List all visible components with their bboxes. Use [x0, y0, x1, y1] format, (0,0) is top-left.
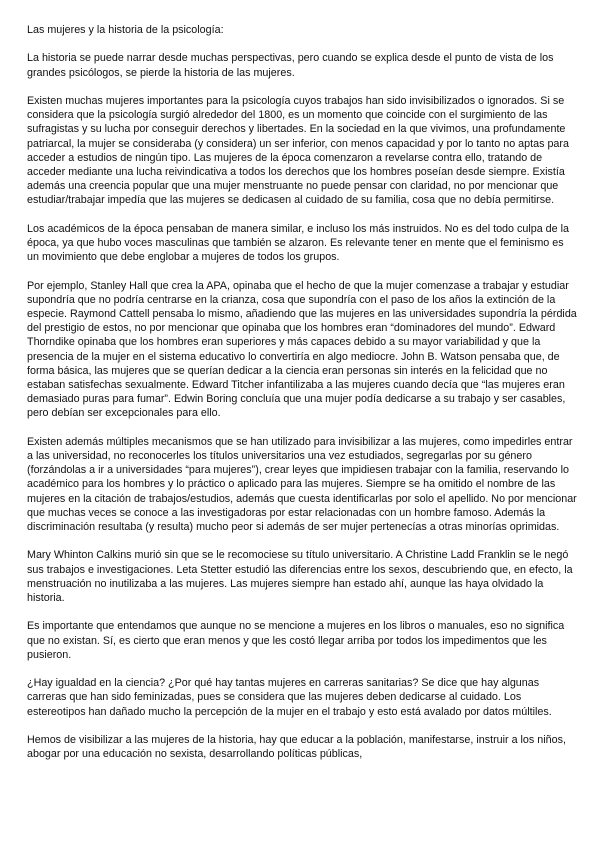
- paragraph-names: Mary Whinton Calkins murió sin que se le recomociese su título universitario. A Christine Ladd Franklin se le negó sus trabajos e investigaciones. Leta Stetter estudió las diferencias entre los sexos, descubriendo que, en efecto, la menstruación no inutilizaba a las mujeres. Las mujeres siempre han estado ahí, aunque las haya olvidado la historia.: [27, 549, 573, 605]
- paragraph-mechanisms: Existen además múltiples mecanismos que se han utilizado para invisibilizar a las mujeres, como impedirles entrar a las universidad, no reconocerles los títulos universitarios una vez estudiados, segregarlas por su género (forzándolas a ir a universidades “para mujeres”), crear leyes que impidiesen trabajar con la familia, reservando lo académico para los hombres y lo práctico o aplicado para las mujeres. Siempre se ha omitido el nombre de las mujeres en la citación de trabajos/estudios, además que cuesta identificarlas por solo el apellido. No por mencionar que muchas veces se conoce a las investigadoras por estar relacionadas con un hombre famoso. Además la discriminación resultaba (y resulta) mucho peor si además de ser mujer pertenecías a otras minorías oprimidas.: [27, 435, 577, 534]
- paragraph-examples: Por ejemplo, Stanley Hall que crea la APA, opinaba que el hecho de que la mujer comenzase a trabajar y estudiar supondría que no podría centrarse en la crianza, cosa que supondría con el paso de los años la extinción de la especie. Raymond Cattell pensaba lo mismo, añadiendo que las mujeres en las universidades supondría la pérdida del prestigio de estos, no por mencionar que opinaba que los hombres eran “dominadores del mundo”. Edward Thorndike opinaba que los hombres eran superiores y más capaces debido a su mayor variabilidad y que la presencia de la mujer en el sistema educativo lo convertiría en algo mediocre. John B. Watson pensaba que, de forma básica, las mujeres que se querían dedicar a la ciencia eran personas sin interés en la felicidad que no estaban satisfechas sexualmente. Edward Titcher infantilizaba a las mujeres cuando decía que “las mujeres eran demasiado puras para fumar”. Edwin Boring concluía que una mujer podía dedicarse a su trabajo y ser casables, pero debían ser excepcionales para ello.: [27, 279, 577, 420]
- paragraph-intro: La historia se puede narrar desde muchas perspectivas, pero cuando se explica desde el punto de vista de los grandes psicólogos, se pierde la historia de las mujeres.: [27, 52, 554, 79]
- paragraph-importance: Es importante que entendamos que aunque no se mencione a mujeres en los libros o manuales, eso no significa que no existan. Sí, es cierto que eran menos y que les costó llegar arriba por todos los impedimentos que les pusieron.: [27, 620, 565, 661]
- paragraph-academics: Los académicos de la época pensaban de manera similar, e incluso los más instruidos. No es del todo culpa de la época, ya que hubo voces masculinas que también se alzaron. Es relevante tener en mente que el feminismo es un movimiento que debe englobar a mujeres de todos los grupos.: [27, 222, 569, 264]
- paragraph-visibility: Hemos de visibilizar a las mujeres de la historia, hay que educar a la población, manifestarse, instruir a los niños, abogar por una educación no sexista, desarrollando políticas públicas,: [27, 734, 566, 761]
- document-page: [27, 23, 577, 776]
- paragraph-invisibilized-women: Existen muchas mujeres importantes para la psicología cuyos trabajos han sido invisibilizados o ignorados. Si se considera que la psicología surgió alrededor del 1800, es un momento que coincide con el surgimiento de las sufragistas y su lucha por conseguir derechos y libertades. En la sociedad en la que vivimos, una profundamente patriarcal, la mujer se consideraba (y considera) un ser inferior, con menos capacidad y por lo tanto no aptas para acceder a estudios de ningún tipo. Las mujeres de la época comenzaron a revelarse contra ello, tratando de acceder mediante una lucha reivindicativa a todos los derechos que los hombres poseían desde siempre. Existía además una creencia popular que una mujer menstruante no puede pensar con claridad, no por mencionar que estudiar/trabajar impedía que las mujeres se dedicasen al cuidado de su familia, cosa que no debía permitirse.: [27, 94, 569, 207]
- paragraph-equality: ¿Hay igualdad en la ciencia? ¿Por qué hay tantas mujeres en carreras sanitarias? Se dice que hay algunas carreras que han sido feminizadas, pues se considera que las mujeres deben dedicarse al cuidado. Los estereotipos han dañado mucho la percepción de la mujer en el trabajo y esto está avalado por datos múltiles.: [27, 677, 552, 718]
- document-title: Las mujeres y la historia de la psicología:: [27, 24, 224, 36]
